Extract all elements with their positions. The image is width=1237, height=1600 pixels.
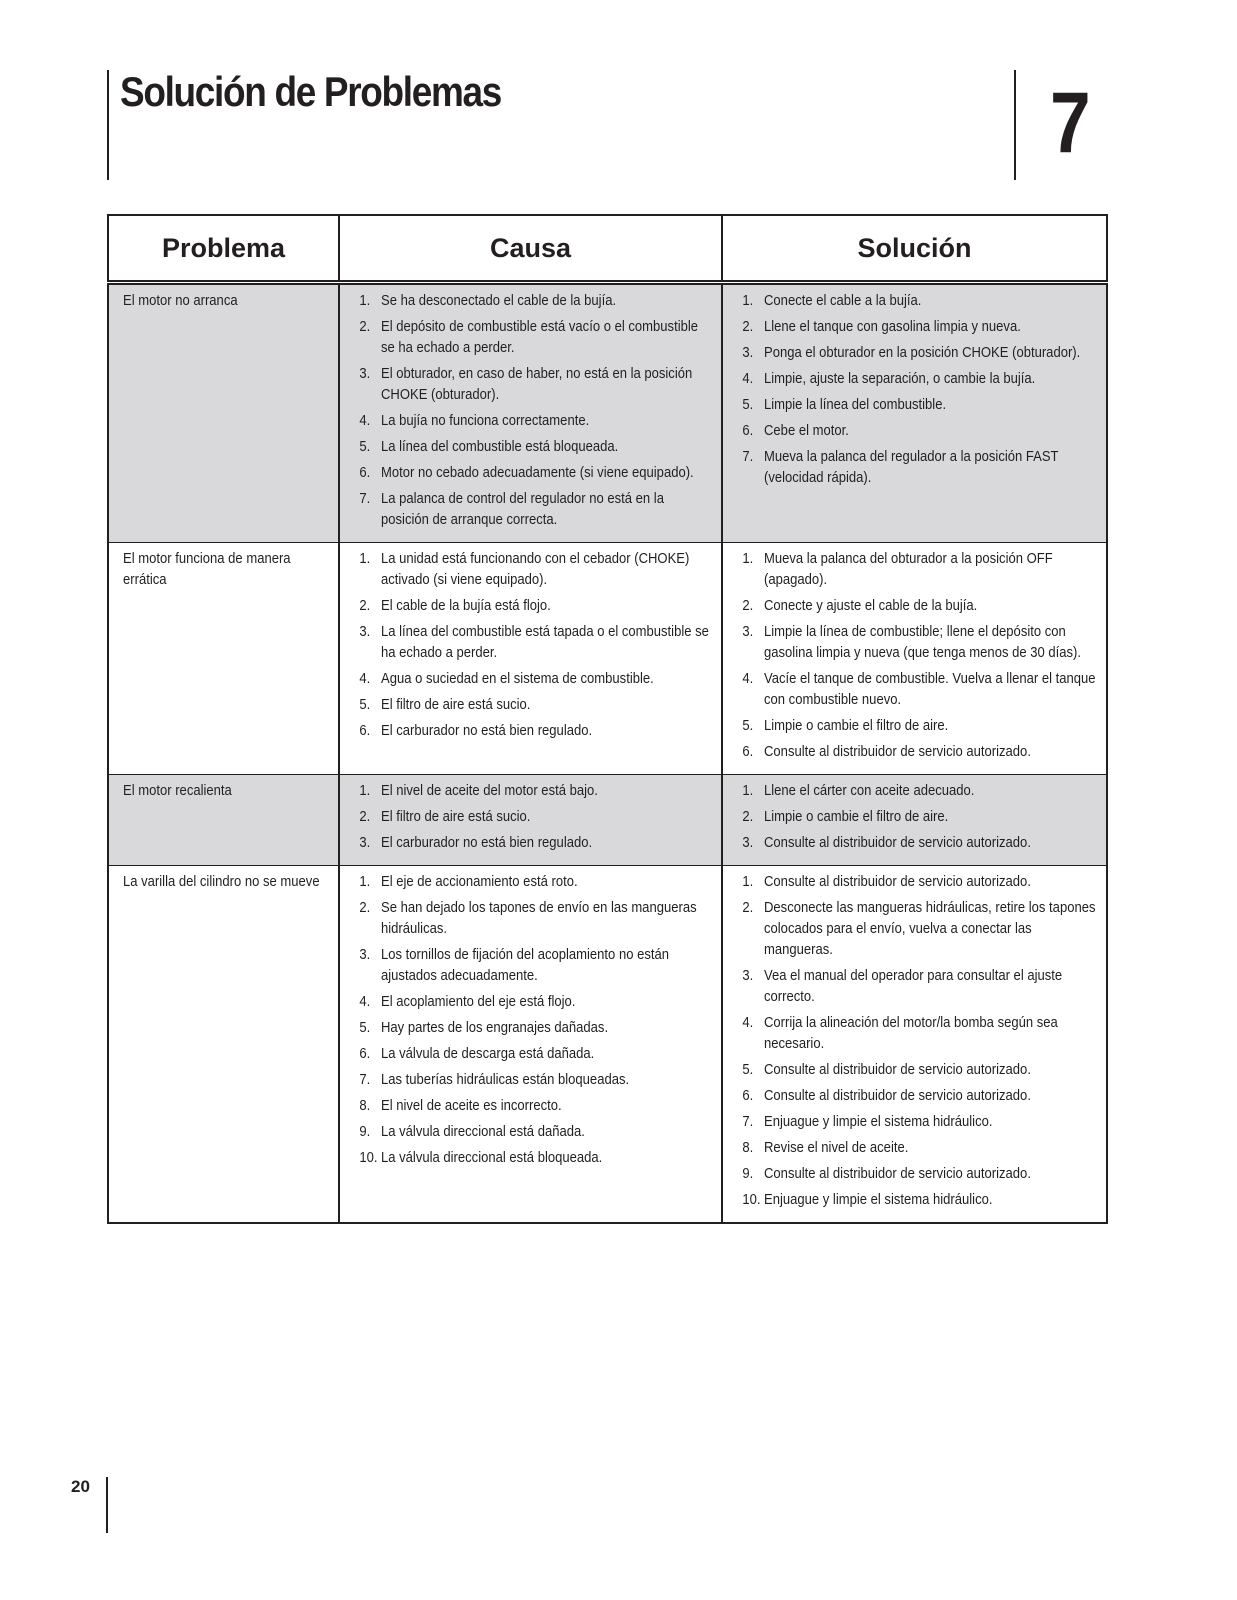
cause-item-text: El nivel de aceite del motor está bajo. xyxy=(381,783,598,799)
cause-list xyxy=(354,872,711,1169)
cause-item-text: La válvula de descarga está dañada. xyxy=(381,1046,595,1062)
solution-item-text: Limpie la línea de combustible; llene el depósito con gasolina limpia y nueva (que tenga menos de 30 días). xyxy=(764,624,1082,661)
solution-item-number: 9. xyxy=(742,1166,754,1182)
cause-item-text: El acoplamiento del eje está flojo. xyxy=(381,994,576,1010)
solution-item-number: 1. xyxy=(742,874,754,890)
solution-item-text: Consulte al distribuidor de servicio autorizado. xyxy=(764,1088,1031,1104)
solution-cell xyxy=(722,543,1107,775)
solution-item xyxy=(737,622,1096,664)
solution-item-number: 2. xyxy=(742,598,754,614)
cause-item-number: 1. xyxy=(359,551,371,567)
solution-item xyxy=(737,1060,1096,1081)
solution-item-text: Consulte al distribuidor de servicio autorizado. xyxy=(764,744,1031,760)
cause-item xyxy=(354,596,711,617)
solution-item xyxy=(737,447,1096,489)
cause-item-number: 4. xyxy=(359,671,371,687)
solution-item xyxy=(737,872,1096,893)
problem-text: El motor no arranca xyxy=(123,293,238,309)
header-problema: Problema xyxy=(108,215,339,283)
solution-item xyxy=(737,1190,1096,1211)
cause-item-number: 2. xyxy=(359,319,371,335)
cause-item-number: 8. xyxy=(359,1098,371,1114)
page-title: Solución de Problemas xyxy=(120,68,501,115)
solution-item-number: 3. xyxy=(742,345,754,361)
solution-item-text: Llene el cárter con aceite adecuado. xyxy=(764,783,975,799)
solution-cell xyxy=(722,775,1107,866)
solution-item xyxy=(737,395,1096,416)
cause-item-text: La palanca de control del regulador no está en la posición de arranque correcta. xyxy=(381,491,664,528)
cause-cell xyxy=(339,866,722,1224)
cause-item xyxy=(354,695,711,716)
cause-item-number: 2. xyxy=(359,809,371,825)
cause-item xyxy=(354,489,711,531)
solution-item-text: Limpie o cambie el filtro de aire. xyxy=(764,809,949,825)
page-number: 20 xyxy=(71,1477,90,1496)
cause-item xyxy=(354,945,711,987)
cause-item-number: 4. xyxy=(359,994,371,1010)
cause-item xyxy=(354,463,711,484)
cause-cell xyxy=(339,543,722,775)
cause-item xyxy=(354,291,711,312)
cause-item-number: 6. xyxy=(359,723,371,739)
cause-list xyxy=(354,291,711,531)
solution-item-text: Consulte al distribuidor de servicio autorizado. xyxy=(764,1166,1031,1182)
solution-item-text: Consulte al distribuidor de servicio autorizado. xyxy=(764,1062,1031,1078)
solution-item-number: 3. xyxy=(742,624,754,640)
solution-item-number: 6. xyxy=(742,1088,754,1104)
cause-item-text: La válvula direccional está dañada. xyxy=(381,1124,585,1140)
solution-item xyxy=(737,966,1096,1008)
solution-item xyxy=(737,596,1096,617)
cause-item xyxy=(354,807,711,828)
solution-item xyxy=(737,807,1096,828)
solution-item-number: 1. xyxy=(742,293,754,309)
cause-item-text: El obturador, en caso de haber, no está en la posición CHOKE (obturador). xyxy=(381,366,693,403)
solution-item-number: 5. xyxy=(742,1062,754,1078)
cause-item-number: 2. xyxy=(359,900,371,916)
cause-item-number: 3. xyxy=(359,835,371,851)
solution-item-text: Enjuague y limpie el sistema hidráulico. xyxy=(764,1114,993,1130)
solution-item-text: Limpie la línea del combustible. xyxy=(764,397,947,413)
cause-item xyxy=(354,781,711,802)
cause-item xyxy=(354,317,711,359)
problem-text: La varilla del cilindro no se mueve xyxy=(123,874,320,890)
cause-item-number: 1. xyxy=(359,874,371,890)
cause-item-number: 5. xyxy=(359,1020,371,1036)
cause-item xyxy=(354,721,711,742)
header-causa: Causa xyxy=(339,215,722,283)
cause-item-text: Hay partes de los engranajes dañadas. xyxy=(381,1020,609,1036)
cause-cell xyxy=(339,283,722,543)
cause-item-number: 1. xyxy=(359,783,371,799)
cause-item-text: La bujía no funciona correctamente. xyxy=(381,413,590,429)
solution-list xyxy=(737,781,1096,854)
cause-item-text: La válvula direccional está bloqueada. xyxy=(381,1150,603,1166)
solution-item-text: Limpie, ajuste la separación, o cambie la bujía. xyxy=(764,371,1036,387)
solution-item xyxy=(737,291,1096,312)
cause-item xyxy=(354,549,711,591)
cause-item xyxy=(354,1044,711,1065)
cause-item-text: Se han dejado los tapones de envío en las mangueras hidráulicas. xyxy=(381,900,697,937)
table-row xyxy=(108,775,1107,866)
cause-item-number: 2. xyxy=(359,598,371,614)
solution-list xyxy=(737,872,1096,1211)
table-row xyxy=(108,283,1107,543)
solution-item-number: 4. xyxy=(742,1015,754,1031)
solution-item-number: 4. xyxy=(742,371,754,387)
solution-item-number: 2. xyxy=(742,809,754,825)
solution-cell xyxy=(722,866,1107,1224)
solution-item xyxy=(737,343,1096,364)
cause-item xyxy=(354,364,711,406)
cause-item xyxy=(354,437,711,458)
solution-item xyxy=(737,1086,1096,1107)
solution-item-text: Limpie o cambie el filtro de aire. xyxy=(764,718,949,734)
cause-item xyxy=(354,898,711,940)
solution-item-number: 6. xyxy=(742,744,754,760)
cause-item-text: Las tuberías hidráulicas están bloqueadas. xyxy=(381,1072,630,1088)
solution-item-text: Mueva la palanca del obturador a la posición OFF (apagado). xyxy=(764,551,1053,588)
solution-item xyxy=(737,317,1096,338)
solution-item xyxy=(737,716,1096,737)
solution-item-number: 2. xyxy=(742,319,754,335)
solution-item-text: Cebe el motor. xyxy=(764,423,849,439)
cause-item-text: La unidad está funcionando con el cebador (CHOKE) activado (si viene equipado). xyxy=(381,551,690,588)
solution-item-text: Desconecte las mangueras hidráulicas, retire los tapones colocados para el envío, vuelva a conectar las mangueras. xyxy=(764,900,1096,958)
solution-item-number: 5. xyxy=(742,718,754,734)
cause-item-number: 9. xyxy=(359,1124,371,1140)
cause-item-number: 4. xyxy=(359,413,371,429)
solution-item-text: Conecte el cable a la bujía. xyxy=(764,293,922,309)
header-solucion: Solución xyxy=(722,215,1107,283)
cause-item xyxy=(354,992,711,1013)
problem-cell xyxy=(108,543,339,775)
cause-item xyxy=(354,1096,711,1117)
solution-item-number: 6. xyxy=(742,423,754,439)
solution-item xyxy=(737,1112,1096,1133)
cause-item-text: El carburador no está bien regulado. xyxy=(381,835,593,851)
cause-item-text: El eje de accionamiento está roto. xyxy=(381,874,578,890)
solution-item-number: 10. xyxy=(742,1192,761,1208)
cause-item-number: 6. xyxy=(359,1046,371,1062)
solution-item-text: Consulte al distribuidor de servicio autorizado. xyxy=(764,835,1031,851)
solution-item-text: Mueva la palanca del regulador a la posición FAST (velocidad rápida). xyxy=(764,449,1059,486)
cause-item xyxy=(354,1018,711,1039)
solution-item-text: Vacíe el tanque de combustible. Vuelva a llenar el tanque con combustible nuevo. xyxy=(764,671,1096,708)
cause-item-text: El depósito de combustible está vacío o el combustible se ha echado a perder. xyxy=(381,319,699,356)
solution-item-number: 1. xyxy=(742,551,754,567)
cause-item-text: Motor no cebado adecuadamente (si viene equipado). xyxy=(381,465,694,481)
cause-item xyxy=(354,1148,711,1169)
table-header-row xyxy=(108,215,1107,283)
solution-item-number: 2. xyxy=(742,900,754,916)
solution-item-text: Vea el manual del operador para consultar el ajuste correcto. xyxy=(764,968,1063,1005)
cause-item-text: El carburador no está bien regulado. xyxy=(381,723,593,739)
solution-item-text: Conecte y ajuste el cable de la bujía. xyxy=(764,598,978,614)
chapter-rule xyxy=(1014,70,1016,180)
chapter-number: 7 xyxy=(1050,75,1091,171)
cause-item xyxy=(354,622,711,664)
solution-item-text: Llene el tanque con gasolina limpia y nueva. xyxy=(764,319,1021,335)
solution-cell xyxy=(722,283,1107,543)
solution-item xyxy=(737,369,1096,390)
cause-item-text: Agua o suciedad en el sistema de combustible. xyxy=(381,671,654,687)
cause-item xyxy=(354,833,711,854)
solution-item xyxy=(737,1164,1096,1185)
cause-item xyxy=(354,872,711,893)
solution-item-number: 3. xyxy=(742,835,754,851)
cause-item xyxy=(354,411,711,432)
solution-item-number: 7. xyxy=(742,1114,754,1130)
solution-item xyxy=(737,781,1096,802)
solution-item-text: Consulte al distribuidor de servicio autorizado. xyxy=(764,874,1031,890)
solution-item xyxy=(737,1013,1096,1055)
solution-item xyxy=(737,669,1096,711)
solution-item-number: 4. xyxy=(742,671,754,687)
solution-item xyxy=(737,549,1096,591)
footer-rule xyxy=(106,1477,108,1533)
solution-item-text: Revise el nivel de aceite. xyxy=(764,1140,909,1156)
cause-item-number: 10. xyxy=(359,1150,378,1166)
solution-item xyxy=(737,898,1096,961)
cause-item-number: 3. xyxy=(359,947,371,963)
cause-item xyxy=(354,1070,711,1091)
cause-item-text: Se ha desconectado el cable de la bujía. xyxy=(381,293,617,309)
problem-text: El motor funciona de manera errática xyxy=(123,551,291,588)
solution-item xyxy=(737,833,1096,854)
cause-item-text: El filtro de aire está sucio. xyxy=(381,809,531,825)
cause-item-number: 3. xyxy=(359,624,371,640)
solution-item-number: 1. xyxy=(742,783,754,799)
solution-item-number: 8. xyxy=(742,1140,754,1156)
cause-item-number: 7. xyxy=(359,491,371,507)
cause-item-text: La línea del combustible está bloqueada. xyxy=(381,439,619,455)
cause-cell xyxy=(339,775,722,866)
solution-item-number: 5. xyxy=(742,397,754,413)
solution-item xyxy=(737,421,1096,442)
solution-item-text: Corrija la alineación del motor/la bomba según sea necesario. xyxy=(764,1015,1058,1052)
cause-item-number: 5. xyxy=(359,697,371,713)
cause-item xyxy=(354,1122,711,1143)
solution-list xyxy=(737,291,1096,489)
problem-text: El motor recalienta xyxy=(123,783,232,799)
cause-item-text: Los tornillos de fijación del acoplamiento no están ajustados adecuadamente. xyxy=(381,947,670,984)
troubleshooting-table xyxy=(107,214,1108,1224)
solution-item-text: Enjuague y limpie el sistema hidráulico. xyxy=(764,1192,993,1208)
cause-item-text: El nivel de aceite es incorrecto. xyxy=(381,1098,562,1114)
cause-item-number: 1. xyxy=(359,293,371,309)
cause-item-text: El filtro de aire está sucio. xyxy=(381,697,531,713)
cause-item-text: La línea del combustible está tapada o el combustible se ha echado a perder. xyxy=(381,624,709,661)
cause-item-number: 5. xyxy=(359,439,371,455)
problem-cell xyxy=(108,866,339,1224)
solution-item-text: Ponga el obturador en la posición CHOKE (obturador). xyxy=(764,345,1081,361)
cause-item-number: 3. xyxy=(359,366,371,382)
problem-cell xyxy=(108,283,339,543)
solution-item xyxy=(737,742,1096,763)
cause-item xyxy=(354,669,711,690)
cause-item-number: 6. xyxy=(359,465,371,481)
solution-list xyxy=(737,549,1096,763)
title-rule xyxy=(107,70,109,180)
solution-item xyxy=(737,1138,1096,1159)
table-row xyxy=(108,866,1107,1224)
cause-item-number: 7. xyxy=(359,1072,371,1088)
problem-cell xyxy=(108,775,339,866)
solution-item-number: 7. xyxy=(742,449,754,465)
cause-list xyxy=(354,781,711,854)
cause-item-text: El cable de la bujía está flojo. xyxy=(381,598,551,614)
solution-item-number: 3. xyxy=(742,968,754,984)
cause-list xyxy=(354,549,711,742)
table-row xyxy=(108,543,1107,775)
